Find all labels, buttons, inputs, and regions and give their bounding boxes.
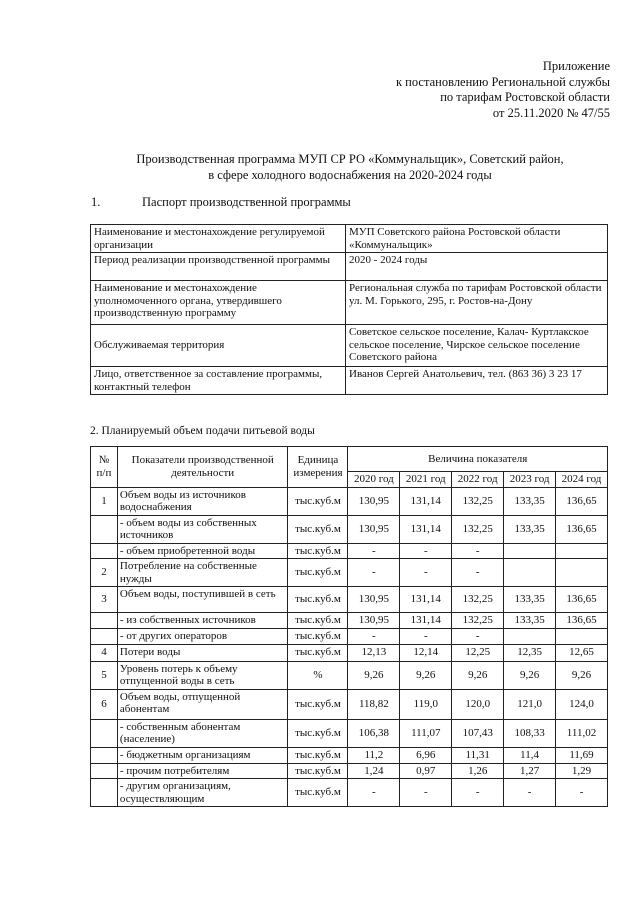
table-row <box>91 629 608 645</box>
passport-value <box>346 281 608 325</box>
value-cell: 11,2 <box>348 747 400 763</box>
unit-cell: тыс.куб.м <box>288 644 348 661</box>
value-cell: - <box>504 779 556 807</box>
indicator-name: - собственным абонентам (население) <box>117 719 288 747</box>
value-cell: 12,13 <box>348 644 400 661</box>
passport-row <box>91 225 608 253</box>
value-cell: 0,97 <box>400 763 452 779</box>
section-2-heading: 2. Планируемый объем подачи питьевой воды <box>90 425 315 437</box>
passport-label: Наименование и местонахождение регулируемой организации <box>91 225 346 253</box>
passport-row <box>91 253 608 281</box>
value-cell: 9,26 <box>556 661 608 689</box>
table-row <box>91 763 608 779</box>
value-cell: 11,31 <box>452 747 504 763</box>
value-cell: 111,07 <box>400 719 452 747</box>
value-cell <box>504 543 556 559</box>
indicator-name: Потери воды <box>117 644 288 661</box>
table-row <box>91 779 608 807</box>
row-number <box>91 613 118 629</box>
value-cell: - <box>348 559 400 587</box>
value-cell: 1,24 <box>348 763 400 779</box>
value-cell: - <box>400 629 452 645</box>
value-cell: - <box>348 779 400 807</box>
row-number <box>91 629 118 645</box>
row-number: 3 <box>91 587 118 613</box>
table-row <box>91 487 608 515</box>
passport-value <box>346 325 608 367</box>
value-cell: 132,25 <box>452 515 504 543</box>
table-row <box>91 543 608 559</box>
table-row <box>91 515 608 543</box>
row-number: 1 <box>91 487 118 515</box>
value-cell: 132,25 <box>452 613 504 629</box>
value-cell: 131,14 <box>400 613 452 629</box>
value-cell: 132,25 <box>452 587 504 613</box>
value-cell: 133,35 <box>504 587 556 613</box>
value-cell: 108,33 <box>504 719 556 747</box>
table-row <box>91 661 608 689</box>
appendix-line: по тарифам Ростовской области <box>440 90 610 104</box>
value-cell: 136,65 <box>556 487 608 515</box>
value-cell: 124,0 <box>556 689 608 719</box>
value-cell: - <box>452 779 504 807</box>
value-cell: 9,26 <box>504 661 556 689</box>
unit-cell: тыс.куб.м <box>288 763 348 779</box>
table-row <box>91 644 608 661</box>
unit-cell: тыс.куб.м <box>288 487 348 515</box>
value-cell: 1,26 <box>452 763 504 779</box>
passport-row <box>91 367 608 395</box>
indicator-name: Объем воды из источников водоснабжения <box>117 487 288 515</box>
passport-value-line: Иванов Сергей Анатольевич, тел. (863 36) 3 23 17 <box>349 368 582 380</box>
value-cell: 130,95 <box>348 613 400 629</box>
indicator-name: - другим организациям, осуществляющим <box>117 779 288 807</box>
row-number: 5 <box>91 661 118 689</box>
passport-value-line: Региональная служба по тарифам Ростовской области <box>349 282 602 294</box>
value-cell <box>504 559 556 587</box>
appendix-header <box>310 59 610 121</box>
value-cell: 118,82 <box>348 689 400 719</box>
indicator-name: Уровень потерь к объему отпущенной воды в сеть <box>117 661 288 689</box>
passport-row <box>91 325 608 367</box>
value-cell: - <box>400 543 452 559</box>
indicator-name: - прочим потребителям <box>117 763 288 779</box>
value-cell: 12,14 <box>400 644 452 661</box>
value-cell: 133,35 <box>504 487 556 515</box>
value-cell: 1,27 <box>504 763 556 779</box>
value-cell: 12,25 <box>452 644 504 661</box>
value-cell: 121,0 <box>504 689 556 719</box>
table-row <box>91 719 608 747</box>
header-num: № п/п <box>91 447 118 488</box>
passport-label: Наименование и местонахождение уполномоченного органа, утвердившего производственную программу <box>91 281 346 325</box>
value-cell: 11,4 <box>504 747 556 763</box>
indicator-name: - объем приобретенной воды <box>117 543 288 559</box>
value-cell: - <box>556 779 608 807</box>
value-cell: - <box>452 559 504 587</box>
value-cell <box>504 629 556 645</box>
value-cell <box>556 559 608 587</box>
unit-cell: тыс.куб.м <box>288 779 348 807</box>
value-cell: 111,02 <box>556 719 608 747</box>
value-cell: - <box>400 559 452 587</box>
unit-cell: тыс.куб.м <box>288 747 348 763</box>
indicator-name: - из собственных источников <box>117 613 288 629</box>
unit-cell: тыс.куб.м <box>288 559 348 587</box>
row-number <box>91 543 118 559</box>
header-value-group: Величина показателя <box>348 447 608 472</box>
row-number <box>91 779 118 807</box>
value-cell: 12,65 <box>556 644 608 661</box>
header-year: 2021 год <box>400 472 452 488</box>
value-cell: 120,0 <box>452 689 504 719</box>
unit-cell: тыс.куб.м <box>288 689 348 719</box>
value-cell: 9,26 <box>452 661 504 689</box>
row-number <box>91 719 118 747</box>
value-cell: 130,95 <box>348 515 400 543</box>
unit-cell: тыс.куб.м <box>288 515 348 543</box>
value-cell <box>556 543 608 559</box>
appendix-line: Приложение <box>542 59 610 73</box>
value-cell: 9,26 <box>400 661 452 689</box>
value-cell: 12,35 <box>504 644 556 661</box>
row-number <box>91 747 118 763</box>
value-cell: - <box>452 629 504 645</box>
value-cell: 107,43 <box>452 719 504 747</box>
unit-cell: тыс.куб.м <box>288 587 348 613</box>
row-number: 4 <box>91 644 118 661</box>
row-number: 6 <box>91 689 118 719</box>
passport-value-line: Советское сельское поселение, Калач- Куртлакское сельское поселение, Чирское сельское поселение Советского района <box>349 326 589 363</box>
unit-cell: тыс.куб.м <box>288 543 348 559</box>
passport-value <box>346 253 608 281</box>
value-cell: 131,14 <box>400 587 452 613</box>
value-cell: - <box>400 779 452 807</box>
value-cell: 130,95 <box>348 587 400 613</box>
row-number <box>91 515 118 543</box>
unit-cell: тыс.куб.м <box>288 629 348 645</box>
passport-value-line: ул. М. Горького, 295, г. Ростов-на-Дону <box>349 294 533 307</box>
passport-label: Лицо, ответственное за составление программы, контактный телефон <box>91 367 346 395</box>
row-number <box>91 763 118 779</box>
title-line: Производственная программа МУП СР РО «Коммунальщик», Советский район, <box>136 152 564 166</box>
indicator-name: Объем воды, поступившей в сеть <box>117 587 288 613</box>
value-cell: 136,65 <box>556 587 608 613</box>
table-row <box>91 747 608 763</box>
value-cell: 1,29 <box>556 763 608 779</box>
appendix-line: к постановлению Региональной службы <box>395 74 610 89</box>
passport-value-line: 2020 - 2024 годы <box>349 254 428 266</box>
value-cell: 131,14 <box>400 515 452 543</box>
table-row <box>91 613 608 629</box>
passport-label: Обслуживаемая территория <box>91 325 346 367</box>
header-year: 2024 год <box>556 472 608 488</box>
passport-table <box>90 224 608 395</box>
value-cell: - <box>348 543 400 559</box>
value-cell: 119,0 <box>400 689 452 719</box>
value-cell: 133,35 <box>504 613 556 629</box>
value-cell: 6,96 <box>400 747 452 763</box>
title-line: в сфере холодного водоснабжения на 2020-2024 годы <box>208 168 492 182</box>
indicator-name: - от других операторов <box>117 629 288 645</box>
row-number: 2 <box>91 559 118 587</box>
table-row <box>91 559 608 587</box>
section-1-heading <box>91 195 351 210</box>
value-cell: 132,25 <box>452 487 504 515</box>
water-volume-table <box>90 446 608 807</box>
section-number: 1. <box>91 195 101 209</box>
passport-value <box>346 367 608 395</box>
indicator-name: - объем воды из собственных источников <box>117 515 288 543</box>
section-title: Паспорт производственной программы <box>142 195 351 209</box>
value-cell: - <box>348 629 400 645</box>
value-cell: 131,14 <box>400 487 452 515</box>
value-cell: 133,35 <box>504 515 556 543</box>
value-cell: 136,65 <box>556 613 608 629</box>
appendix-date: от 25.11.2020 № 47/55 <box>492 105 610 120</box>
passport-value <box>346 225 608 253</box>
value-cell: 9,26 <box>348 661 400 689</box>
indicator-name: - бюджетным организациям <box>117 747 288 763</box>
passport-row <box>91 281 608 325</box>
value-cell <box>556 629 608 645</box>
header-year: 2022 год <box>452 472 504 488</box>
header-year: 2023 год <box>504 472 556 488</box>
unit-cell: тыс.куб.м <box>288 613 348 629</box>
table-row <box>91 587 608 613</box>
passport-value-line: МУП Советского района Ростовской области «Коммунальщик» <box>349 226 561 251</box>
indicator-name: Потребление на собственные нужды <box>117 559 288 587</box>
table-row <box>91 689 608 719</box>
header-indicator: Показатели производственной деятельности <box>117 447 288 488</box>
value-cell: 106,38 <box>348 719 400 747</box>
indicator-name: Объем воды, отпущенной абонентам <box>117 689 288 719</box>
passport-label: Период реализации производственной программы <box>91 253 346 281</box>
value-cell: 11,69 <box>556 747 608 763</box>
document-title <box>60 151 640 183</box>
unit-cell: % <box>288 661 348 689</box>
value-cell: 136,65 <box>556 515 608 543</box>
unit-cell: тыс.куб.м <box>288 719 348 747</box>
value-cell: 130,95 <box>348 487 400 515</box>
value-cell: - <box>452 543 504 559</box>
header-unit: Единица измерения <box>288 447 348 488</box>
header-year: 2020 год <box>348 472 400 488</box>
